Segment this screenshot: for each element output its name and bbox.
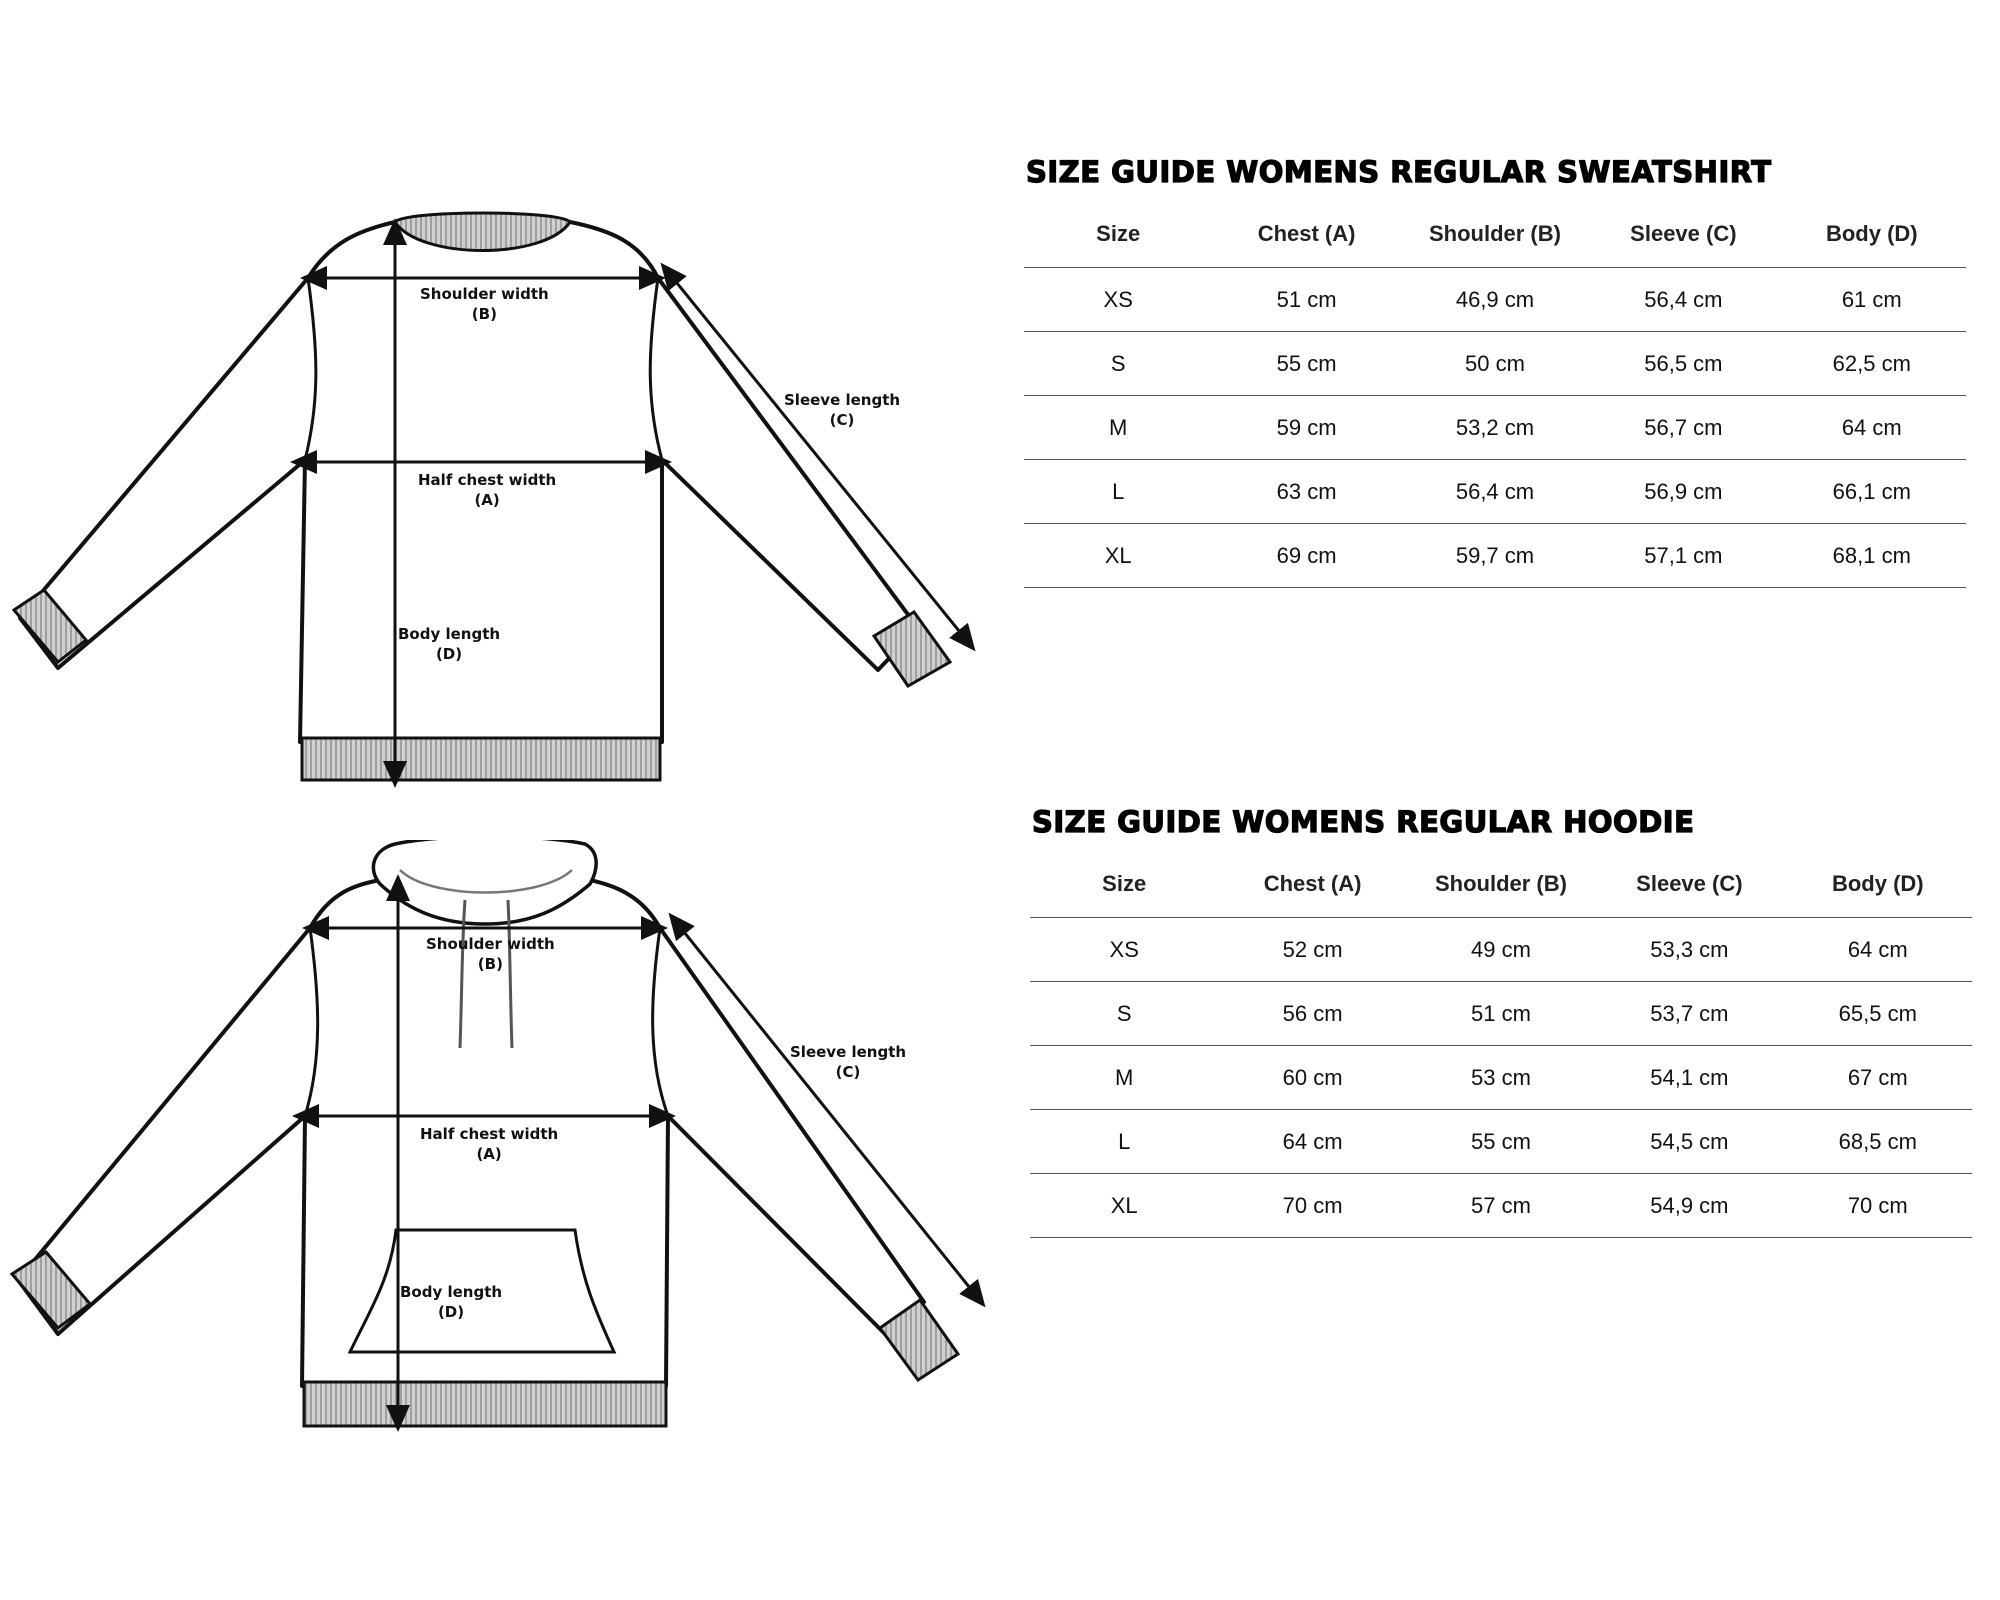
table-row — [1030, 1110, 1972, 1174]
table-row — [1024, 268, 1966, 332]
table-cell: 55 cm — [1407, 1110, 1595, 1174]
table-cell: 62,5 cm — [1778, 332, 1966, 396]
table-row — [1030, 1174, 1972, 1238]
table-cell: 57,1 cm — [1589, 524, 1777, 588]
table-cell: 61 cm — [1778, 268, 1966, 332]
table-cell: 70 cm — [1218, 1174, 1406, 1238]
sleeve-length-label: Sleeve length (C) — [790, 1043, 907, 1081]
table-header-row — [1024, 201, 1966, 268]
table-cell: 55 cm — [1212, 332, 1400, 396]
table-cell: M — [1024, 396, 1212, 460]
table-cell: 51 cm — [1212, 268, 1400, 332]
table-header-row — [1030, 851, 1972, 918]
body-length-label: Body length (D) — [398, 625, 501, 663]
table-cell: 56 cm — [1218, 982, 1406, 1046]
table-cell: XL — [1024, 524, 1212, 588]
table-cell: XS — [1024, 268, 1212, 332]
header-chest: Chest (A) — [1212, 201, 1400, 268]
header-size: Size — [1024, 201, 1212, 268]
table-cell: 53,7 cm — [1595, 982, 1783, 1046]
hoodie-size-table — [1030, 851, 1972, 1238]
table-row — [1024, 460, 1966, 524]
table-cell: 56,5 cm — [1589, 332, 1777, 396]
table-cell: 60 cm — [1218, 1046, 1406, 1110]
table-cell: L — [1030, 1110, 1218, 1174]
table-row — [1024, 524, 1966, 588]
table-cell: 63 cm — [1212, 460, 1400, 524]
table-cell: L — [1024, 460, 1212, 524]
table-row — [1024, 396, 1966, 460]
table-cell: 56,9 cm — [1589, 460, 1777, 524]
half-chest-width-label: Half chest width (A) — [418, 471, 557, 509]
header-body: Body (D) — [1784, 851, 1972, 918]
table-row — [1024, 332, 1966, 396]
table-cell: 53,3 cm — [1595, 918, 1783, 982]
hoodie-guide-title: SIZE GUIDE WOMENS REGULAR HOODIE — [1032, 805, 1695, 839]
header-body: Body (D) — [1778, 201, 1966, 268]
sleeve-length-label: Sleeve length (C) — [784, 391, 901, 429]
table-cell: M — [1030, 1046, 1218, 1110]
table-cell: 46,9 cm — [1401, 268, 1589, 332]
table-cell: S — [1024, 332, 1212, 396]
hoodie-size-guide — [1030, 805, 1980, 1238]
header-shoulder: Shoulder (B) — [1401, 201, 1589, 268]
table-cell: 66,1 cm — [1778, 460, 1966, 524]
shoulder-width-label: Shoulder width (B) — [426, 935, 555, 973]
table-cell: 54,1 cm — [1595, 1046, 1783, 1110]
table-cell: 54,5 cm — [1595, 1110, 1783, 1174]
table-cell: 64 cm — [1784, 918, 1972, 982]
table-cell: 59 cm — [1212, 396, 1400, 460]
table-row — [1030, 1046, 1972, 1110]
table-row — [1030, 982, 1972, 1046]
table-cell: 50 cm — [1401, 332, 1589, 396]
table-cell: 54,9 cm — [1595, 1174, 1783, 1238]
header-chest: Chest (A) — [1218, 851, 1406, 918]
table-cell: 56,4 cm — [1589, 268, 1777, 332]
table-cell: S — [1030, 982, 1218, 1046]
table-cell: 56,7 cm — [1589, 396, 1777, 460]
sweatshirt-illustration — [0, 200, 1000, 800]
table-cell: 56,4 cm — [1401, 460, 1589, 524]
table-cell: 64 cm — [1218, 1110, 1406, 1174]
header-sleeve: Sleeve (C) — [1589, 201, 1777, 268]
table-cell: 70 cm — [1784, 1174, 1972, 1238]
sweatshirt-guide-title: SIZE GUIDE WOMENS REGULAR SWEATSHIRT — [1026, 155, 1772, 189]
table-cell: 49 cm — [1407, 918, 1595, 982]
table-cell: 65,5 cm — [1784, 982, 1972, 1046]
hoodie-illustration — [0, 840, 1000, 1460]
table-cell: 53,2 cm — [1401, 396, 1589, 460]
header-sleeve: Sleeve (C) — [1595, 851, 1783, 918]
table-cell: 59,7 cm — [1401, 524, 1589, 588]
sweatshirt-size-guide — [1024, 155, 1974, 588]
table-cell: 67 cm — [1784, 1046, 1972, 1110]
table-cell: XL — [1030, 1174, 1218, 1238]
table-cell: 57 cm — [1407, 1174, 1595, 1238]
table-cell: 69 cm — [1212, 524, 1400, 588]
table-cell: 68,5 cm — [1784, 1110, 1972, 1174]
half-chest-width-label: Half chest width (A) — [420, 1125, 559, 1163]
table-cell: XS — [1030, 918, 1218, 982]
table-cell: 52 cm — [1218, 918, 1406, 982]
table-cell: 51 cm — [1407, 982, 1595, 1046]
header-shoulder: Shoulder (B) — [1407, 851, 1595, 918]
table-cell: 53 cm — [1407, 1046, 1595, 1110]
table-cell: 64 cm — [1778, 396, 1966, 460]
table-row — [1030, 918, 1972, 982]
table-cell: 68,1 cm — [1778, 524, 1966, 588]
shoulder-width-label: Shoulder width (B) — [420, 285, 549, 323]
header-size: Size — [1030, 851, 1218, 918]
body-length-label: Body length (D) — [400, 1283, 503, 1321]
sweatshirt-size-table — [1024, 201, 1966, 588]
